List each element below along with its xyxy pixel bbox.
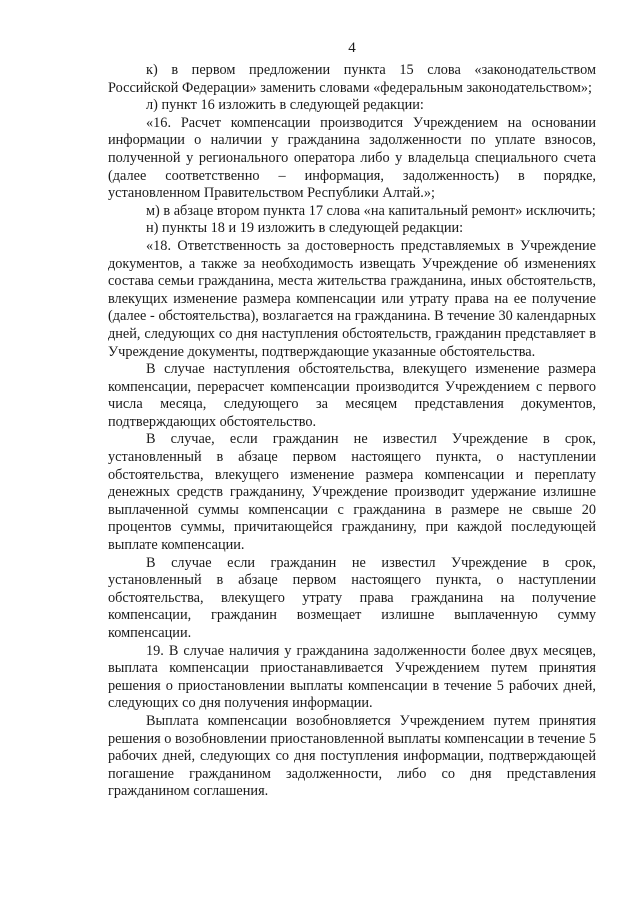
page-number: 4 [348, 40, 356, 56]
paragraph-n: н) пункты 18 и 19 изложить в следующей редакции: [146, 220, 464, 237]
paragraph-m: м) в абзаце втором пункта 17 слова «на капитальный ремонт» исключить; [146, 202, 596, 219]
paragraph-item-19: 19. В случае наличия у гражданина задолженности более двух месяцев, выплата компенсации приостанавливается Учреждением путем принятия решения о приостановлении выплаты компенсации в течение 5 рабочих дней, следующих со дня получения информации. [108, 642, 596, 712]
paragraph-item-19-resumption: Выплата компенсации возобновляется Учреждением путем принятия решения о возобновлении приостановленной выплаты компенсации в течение 5 рабочих дней, следующих со дня поступления информации, подтверждающей погашение гражданином задолженности, либо со дня представления гражданином соглашения. [108, 712, 596, 800]
paragraph-item-18: «18. Ответственность за достоверность представляемых в Учреждение документов, а также за необходимость извещать Учреждение об изменениях состава семьи гражданина, места жительства гражданина, иных обстоятельств, влекущих изменение размера компенсации или утрату права на ее получение (далее - обстоятельства), возлагается на гражданина. В течение 30 календарных дней, следующих со дня наступления обстоятельств, гражданин представляет в Учреждение документы, подтверждающие указанные обстоятельства. [108, 237, 596, 360]
paragraph-k: к) в первом предложении пункта 15 слова «законодательством Российской Федерации» заменить словами «федеральным законодательством»; [108, 62, 596, 96]
paragraph-l: л) пункт 16 изложить в следующей редакции: [146, 97, 424, 114]
paragraph-item-18-loss-of-right: В случае если гражданин не известил Учреждение в срок, установленный в абзаце первом настоящего пункта, о наступлении обстоятельства, влекущего утрату права гражданина на получение компенсации, гражданин возмещает излишне выплаченную сумму компенсации. [108, 554, 596, 641]
paragraph-item-16: «16. Расчет компенсации производится Учреждением на основании информации о наличии у гражданина задолженности по уплате взносов, полученной у регионального оператора либо у владельца специального счета (далее соответственно – информация, задолженность) в порядке, установленном Правительством Республики Алтай.»; [108, 114, 596, 202]
paragraph-item-18-recalculation: В случае наступления обстоятельства, влекущего изменение размера компенсации, перерасчет компенсации производится Учреждением с первого числа месяца, следующего за месяцем представления документов, подтверждающих обстоятельство. [108, 361, 596, 430]
paragraph-item-18-overpayment: В случае, если гражданин не известил Учреждение в срок, установленный в абзаце первом настоящего пункта, о наступлении обстоятельства, влекущего изменение размера компенсации и переплату денежных средств гражданину, Учреждение производит удержание излишне выплаченной суммы компенсации с гражданина в размере не свыше 20 процентов суммы, причитающейся гражданину, при каждой последующей выплате компенсации. [108, 431, 596, 554]
